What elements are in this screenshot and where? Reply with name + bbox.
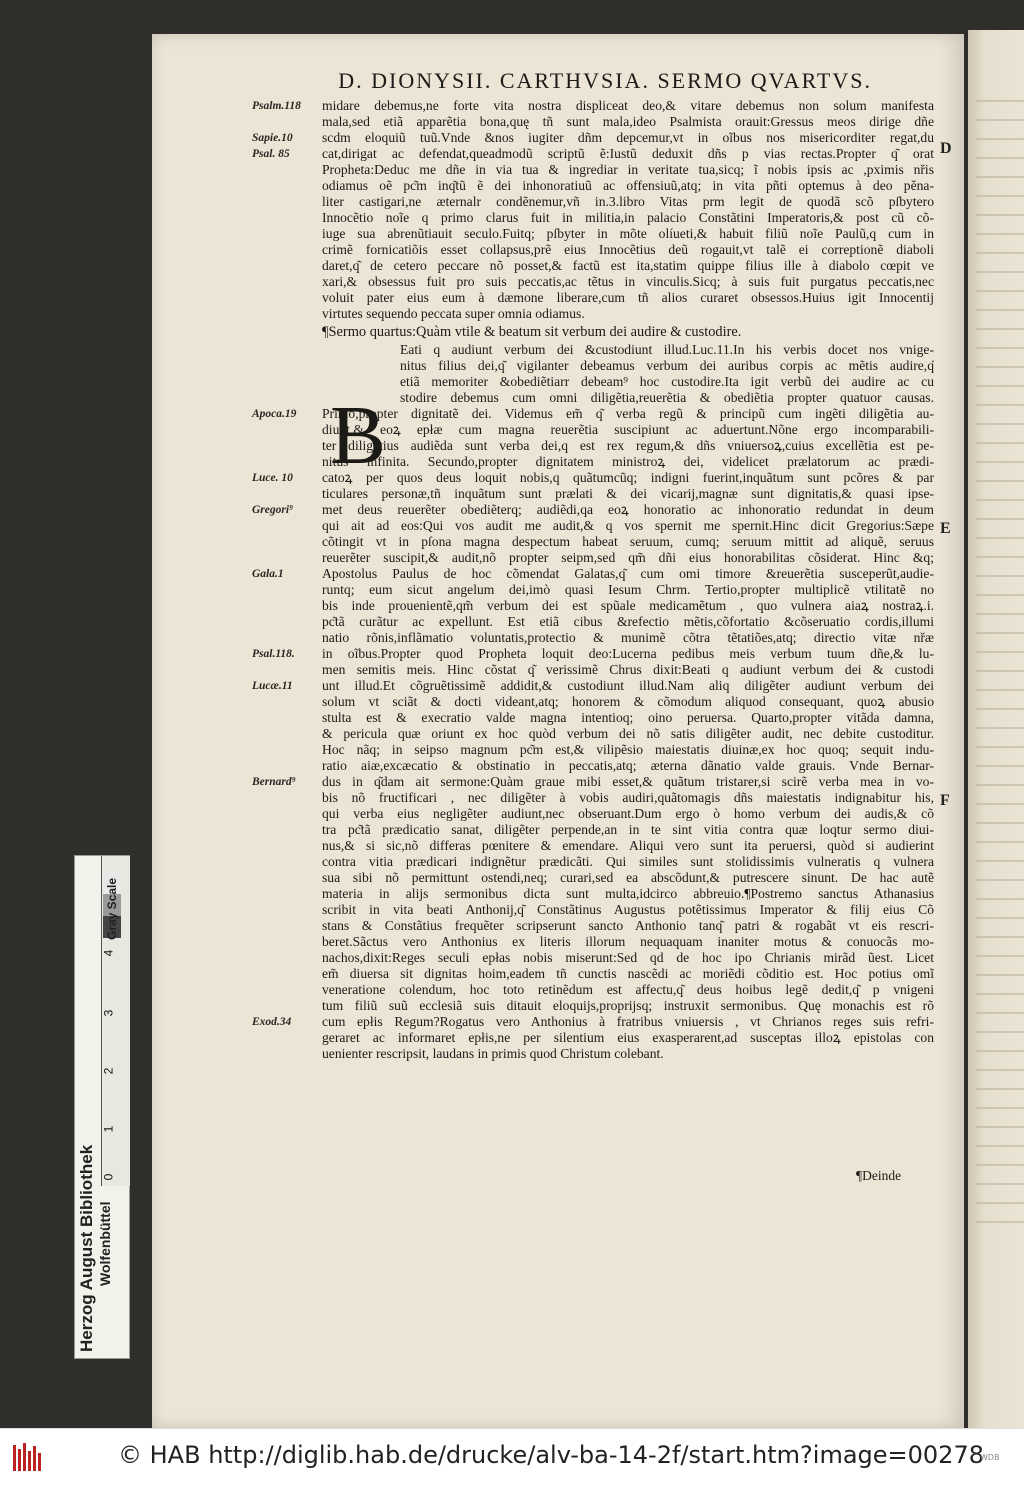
ghost-text-line <box>976 670 1024 672</box>
adjacent-page <box>968 30 1024 1428</box>
ghost-text-line <box>976 1221 1024 1223</box>
ghost-text-line <box>976 1183 1024 1185</box>
ghost-text-line <box>976 1164 1024 1166</box>
text-line: odiamus oẽ pc͂m inq͂tũ ẽ dei inhonoratiuũ ac offensiuũ,atq; in vita pñti optemus à deo pěna- <box>322 178 934 193</box>
text-line: dus in q͂dam ait sermone:Quàm graue mibi esset,& quãtum tristarer,si scirẽ verba mea in vo- <box>322 774 934 789</box>
text-line: ticulares personæ,tñ inquãtum sunt prælati & dei vicarij,magnæ sunt dignitatis,& quasi ipse- <box>322 486 934 501</box>
text-line: cat,dirigat ac defendat,queadmodũ scriptũ ẽ:Iustũ deduxit dñs p vias rectas.Propter q͂ orat <box>322 146 934 161</box>
text-line: tra pc͂tã prædicatio sanat, diligẽter perpende,an in te sint vitia contra quæ loqtur sermo diui- <box>322 822 934 837</box>
text-line: crimẽ fornicatiõis esset collapsus,prẽ eius Innocẽtius deũ rogauit,vt talẽ ei correptionẽ diaboli <box>322 242 934 257</box>
text-line: scribit in vita beati Anthonij,q͂ Constãtinus Augustus potẽtissimus Imperator & filij eius Cõ <box>322 902 934 917</box>
running-head: D. DIONYSII. CARTHVSIA. SERMO QVARTVS. <box>338 68 872 93</box>
dropcap-initial: B <box>330 389 387 482</box>
ghost-text-line <box>976 955 1024 957</box>
ghost-text-line <box>976 1088 1024 1090</box>
ruler-number: 1 <box>101 1125 116 1133</box>
ghost-text-line <box>976 385 1024 387</box>
text-line: stodire debemus cum omni diligẽtia,reuerẽtia & obediẽtia propter quatuor causas. <box>400 390 934 405</box>
text-line: Eati q audiunt verbum dei &custodiunt illud.Luc.11.In his verbis docet nos vnige- <box>400 342 934 357</box>
text-line: virtutes sequendo peccata super omnia odiamus. <box>322 306 585 321</box>
margin-note: Apoca.19 <box>252 408 297 420</box>
ghost-text-line <box>976 119 1024 121</box>
margin-note: Sapie.10 <box>252 132 293 144</box>
text-line: Hoc nãq; in seipso magnum pc͂m est,& vilipẽsio maiestatis diuinæ,ex hoc quoq; sequit indu- <box>322 742 934 757</box>
ghost-text-line <box>976 708 1024 710</box>
side-letter-d: D <box>940 140 952 157</box>
ghost-text-line <box>976 1202 1024 1204</box>
ghost-text-line <box>976 1145 1024 1147</box>
ghost-text-line <box>976 347 1024 349</box>
text-line: nachos,dixit:Reges seculi epłas nobis miserunt:Sed qd de hoc ipo Chrianis mirãd ũest. Licet <box>322 950 934 965</box>
ghost-text-line <box>976 746 1024 748</box>
text-line: solum vt sciãt & docti videant,atq; honorem & cõmodum aliquod consequant, quoꝝ abusio <box>322 694 934 709</box>
margin-note: Psalm.118 <box>252 100 301 112</box>
text-line: natio rõnis,inflãmatio voluntatis,protectio & munimẽ cõtra tẽtatiões,atq; directio vitæ nřæ <box>322 630 934 645</box>
ghost-text-line <box>976 214 1024 216</box>
text-line: bis inde prouenientẽ,qm̃ verbum dei est spũale medicamẽtum , quo vulnera aiaꝝ nostraꝝ.i. <box>322 598 934 613</box>
text-line: materia in alijs sermonibus dicta sunt multa,idcirco abbreuio.¶Postremo sanctus Athanasius <box>322 886 934 901</box>
ghost-text-line <box>976 328 1024 330</box>
text-line: beret.Sãctus vero Anthonius ex literis illorum nequaquam inaniter motus & conuocãs mo- <box>322 934 934 949</box>
ruler-number: 2 <box>101 1067 116 1075</box>
ghost-text-line <box>976 917 1024 919</box>
text-line: pc͂tã curãtur ac expellunt. Est etiã cibus &refectio mẽtis,cõfortatio &cõseruatio cordis,illumi <box>322 614 934 629</box>
ghost-text-line <box>976 1050 1024 1052</box>
ghost-text-line <box>976 1031 1024 1033</box>
ghost-text-line <box>976 727 1024 729</box>
ghost-text-line <box>976 252 1024 254</box>
ghost-text-line <box>976 537 1024 539</box>
ghost-text-line <box>976 898 1024 900</box>
margin-note: Gregori⁹ <box>252 504 294 516</box>
text-line: tum filiũ suũ ecclesiã suis ditauit eloquijs,proprijsq; instruxit sermonibus. Quę monachis est rõ <box>322 998 934 1013</box>
ruler-number: 3 <box>101 1009 116 1017</box>
ghost-text-line <box>976 822 1024 824</box>
text-line: xari,& obsessus fuit pro suis peccatis,ac tẽtus in vinculis.Sicq; à suis fuit purgatus peccatis,nec <box>322 274 934 289</box>
margin-note: Exod.34 <box>252 1016 292 1028</box>
text-line: runtq; eum sicut angelum dei,imò quasi Iesum Chrm. Tertio,propter multiplicẽ vtilitatẽ no <box>322 582 934 597</box>
side-letter-f: F <box>940 792 950 809</box>
ghost-text-line <box>976 461 1024 463</box>
text-line: cum epłis Regum?Rogatus vero Anthonius à fratribus vniuersis , vt Chrianos reges suis refri- <box>322 1014 934 1029</box>
ghost-text-line <box>976 271 1024 273</box>
ghost-text-line <box>976 138 1024 140</box>
ruler-number: 4 <box>101 949 116 957</box>
ghost-text-line <box>976 423 1024 425</box>
ghost-text-line <box>976 290 1024 292</box>
ghost-text-line <box>976 651 1024 653</box>
ghost-text-line <box>976 499 1024 501</box>
text-line: bis nõ fructificari , nec diligẽter à vobis audiri,quãtomagis dñs maiestatis indignabitur his, <box>322 790 934 805</box>
text-line: geraret ac informaret epłis,ne per silentium eius exasperarent,ad susceptas illoꝝ epistolas con <box>322 1030 934 1045</box>
ruler-library-label: Herzog August Bibliothek <box>77 1144 96 1352</box>
text-line: qui verba eius negligẽter audiunt,nec obseruant.Dum ergo ò homo verbum dei audis,& cõ <box>322 806 934 821</box>
ghost-text-line <box>976 879 1024 881</box>
ghost-text-line <box>976 632 1024 634</box>
footer-bar <box>0 1428 1024 1489</box>
text-line: Apostolus Paulus de hoc cõmendat Galatas,q͂ cum omi timore &reuerẽtia susceperũt,audie- <box>322 566 934 581</box>
text-line: mala,sed etiã apparẽtia bona,quę tñ sunt mala,ideo Psalmista orauit:Gressus meos dirige dñe <box>322 114 934 129</box>
ghost-text-line <box>976 480 1024 482</box>
text-line: ter diligẽtius audiẽda sunt verba dei,q est rex regum,& dñs vniuersoꝝ,cuius excellẽtia est pe- <box>322 438 934 453</box>
ghost-text-line <box>976 366 1024 368</box>
ghost-text-line <box>976 841 1024 843</box>
text-line: sua sibi nõ permittunt ostendi,neq; curari,sed ea abscõdunt,& putrescere sinunt. De hac autẽ <box>322 870 934 885</box>
sermon-heading: ¶Sermo quartus:Quàm vtile & beatum sit verbum dei audire & custodire. <box>322 324 742 340</box>
ghost-text-line <box>976 936 1024 938</box>
ghost-text-line <box>976 100 1024 102</box>
text-line: nitus filius dei,q͂ vigilanter debeamus verbum dei auribus corpis ac mẽtis audire,q͂ <box>400 358 934 373</box>
ghost-text-line <box>976 1012 1024 1014</box>
text-line: iuge sua abrenũtiauit seculo.Fuitq; pſbyter in mõte olíueti,& habuit filiũ noĩe Paulũ,q cum in <box>322 226 934 241</box>
text-line: catoꝝ per quos deus loquit nobis,q quãtumcũq; indigni fuerint,inquãtum sunt pcõres & par <box>322 470 934 485</box>
gray-scale-label: Gray Scale <box>105 877 119 940</box>
ghost-text-line <box>976 1107 1024 1109</box>
text-line: stulta est & execratio valde magna intentioq; oino peruersa. Quarto,propter vitãda damna, <box>322 710 934 725</box>
text-line: nus,& si sic,nõ differas pœnitere & emendare. Aliqui vero sunt ita peruersi, quòd si audierint <box>322 838 934 853</box>
text-line: nitus infinita. Secundo,propter dignitatem ministroꝝ dei, videlicet prælatorum ac prædi- <box>322 454 934 469</box>
text-line: scdm eloquiũ tuũ.Vnde &nos iugiter dñm depcemur,vt in oĩbus nos misericorditer regat,du <box>322 130 934 145</box>
text-line: midare debemus,ne forte vita nostra displiceat deo,& vitare debemus non solum manifesta <box>322 98 934 113</box>
text-line: ratio aiæ,excæcatio & obstinatio in peccatis,atq; æterna dãnatio valde grauis. Vnde Bernar- <box>322 758 934 773</box>
ghost-text-line <box>976 594 1024 596</box>
text-line: stans & Constãtius frequẽter scripserunt sancto Anthonio tanq͂ patri & rogabãt vt eis rescri- <box>322 918 934 933</box>
viewer-counter: WDB <box>980 1453 1000 1462</box>
text-line: liter castigari,ne æternalr condẽnemur,vñ in.3.libro Vitas prm legit de quodã scõ pſbytero <box>322 194 934 209</box>
text-line: in oĩbus.Propter quod Propheta loquit deo:Lucerna pedibus meis verbum tuum dñe,& lu- <box>322 646 934 661</box>
text-line: etiã memoriter &obediẽtiarr debeam⁹ hoc custodire.Ita igit verbũ dei audire ac cu <box>400 374 934 389</box>
ghost-text-line <box>976 784 1024 786</box>
ghost-text-line <box>976 233 1024 235</box>
text-line: unt illud.Et cõgruẽtissimẽ addidit,& custodiunt illud.Nam aliq diligẽter audiunt verbum dei <box>322 678 934 693</box>
margin-note: Luce. 10 <box>252 472 293 484</box>
catchword: ¶Deinde <box>856 1168 902 1183</box>
hab-logo-icon <box>12 1441 46 1475</box>
ghost-text-line <box>976 195 1024 197</box>
ghost-text-line <box>976 404 1024 406</box>
side-letter-e: E <box>940 520 951 537</box>
text-line: cõtingit vt in pſona magna despectum habeat seruum, cumq; seruum mittit ad aliquẽ, seruus <box>322 534 934 549</box>
text-line: daret,q͂ de cetero peccare nõ posset,& factũ est ita,statim quippe filius ille à diabolo cœpit ve <box>322 258 934 273</box>
ghost-text-line <box>976 974 1024 976</box>
text-line: Propheta:Deduc me dñe in via tua & ingrediar in veritate tua,sicq; ĩ nobis ipsis ac ,pximis nřis <box>322 162 934 177</box>
text-line: qui ait ad eos:Qui vos audit me audit,& q vos spernit me spernit.Hinc dicit Gregorius:Sæpe <box>322 518 934 533</box>
margin-note: Lucæ.11 <box>252 680 293 692</box>
text-line: voluit pater eius eum à dæmone liberare,cum tñ alios curaret obsessos.Huius igit Innocentij <box>322 290 934 305</box>
ghost-text-line <box>976 518 1024 520</box>
text-line: met deus reuerẽter obediẽterq; audiẽdi,qa eoꝝ honoratio ac inhonoratio redundat in deum <box>322 502 934 517</box>
ruler-city-label: Wolfenbüttel <box>97 1201 113 1286</box>
text-line: & pericula quæ oriunt ex hoc quòd verbum dei nõ satis diligẽter audit, nec debite custoditur. <box>322 726 934 741</box>
text-line: veneratione colendum, hoc toto retinẽdum est affectu,q͂ deus hoibus legẽ dedit,q͂ p vnigeni <box>322 982 934 997</box>
text-line: Innocẽtio noĩe q primo clarus fuit in militia,in palacio Constãtini Imperatoris,& post cũ cõ- <box>322 210 934 225</box>
ghost-text-line <box>976 575 1024 577</box>
ghost-text-line <box>976 689 1024 691</box>
ghost-text-line <box>976 442 1024 444</box>
margin-note: Gala.1 <box>252 568 284 580</box>
ghost-text-line <box>976 157 1024 159</box>
ghost-text-line <box>976 1069 1024 1071</box>
ghost-text-line <box>976 309 1024 311</box>
text-line: uenienter rescripsit, laudans in primis quod Christum colebant. <box>322 1046 664 1061</box>
text-line: em̃ diuersa sit dignitas hoim,eadem tñ cunctis nascẽdi ac moriẽdi cõditio est. Hoc potius omĩ <box>322 966 934 981</box>
calibration-ruler <box>74 855 130 1359</box>
ghost-text-line <box>976 176 1024 178</box>
ghost-text-line <box>976 556 1024 558</box>
text-line: diunt,& eoꝝ epłæ cum magna reuerẽtia suscipiunt ac aduertunt.Nõne ergo incomparabili- <box>322 422 934 437</box>
ghost-text-line <box>976 765 1024 767</box>
ghost-text-line <box>976 860 1024 862</box>
text-line: contra vitia prædicari indignẽtur prædicãti. Qui similes sunt stolidissimis vulneratis q vulnera <box>322 854 934 869</box>
margin-note: Bernard⁹ <box>252 776 296 788</box>
ghost-text-line <box>976 613 1024 615</box>
ghost-text-line <box>976 1126 1024 1128</box>
copyright-url[interactable]: © HAB http://diglib.hab.de/drucke/alv-ba-14-2f/start.htm?image=00278 <box>118 1441 984 1469</box>
ghost-text-line <box>976 803 1024 805</box>
margin-note: Psal.118. <box>252 648 295 660</box>
text-line: reuerẽter suscipit,& audit,nõ propter seipm,sed qm̃ dñi eius honorabilitas cõsiderat. Hinc &q; <box>322 550 934 565</box>
ghost-text-line <box>976 993 1024 995</box>
ruler-number: 0 <box>101 1173 116 1181</box>
text-line: men semitis meis. Hinc cõstat q͂ verissimẽ Chrus dixit:Beati q audiunt verbum dei & custodi <box>322 662 934 677</box>
margin-note: Psal. 85 <box>252 148 290 160</box>
text-line: Primo,propter dignitatẽ dei. Videmus em̃ q͂ verba regũ & principũ cum ingẽti diligẽtia au- <box>322 406 934 421</box>
